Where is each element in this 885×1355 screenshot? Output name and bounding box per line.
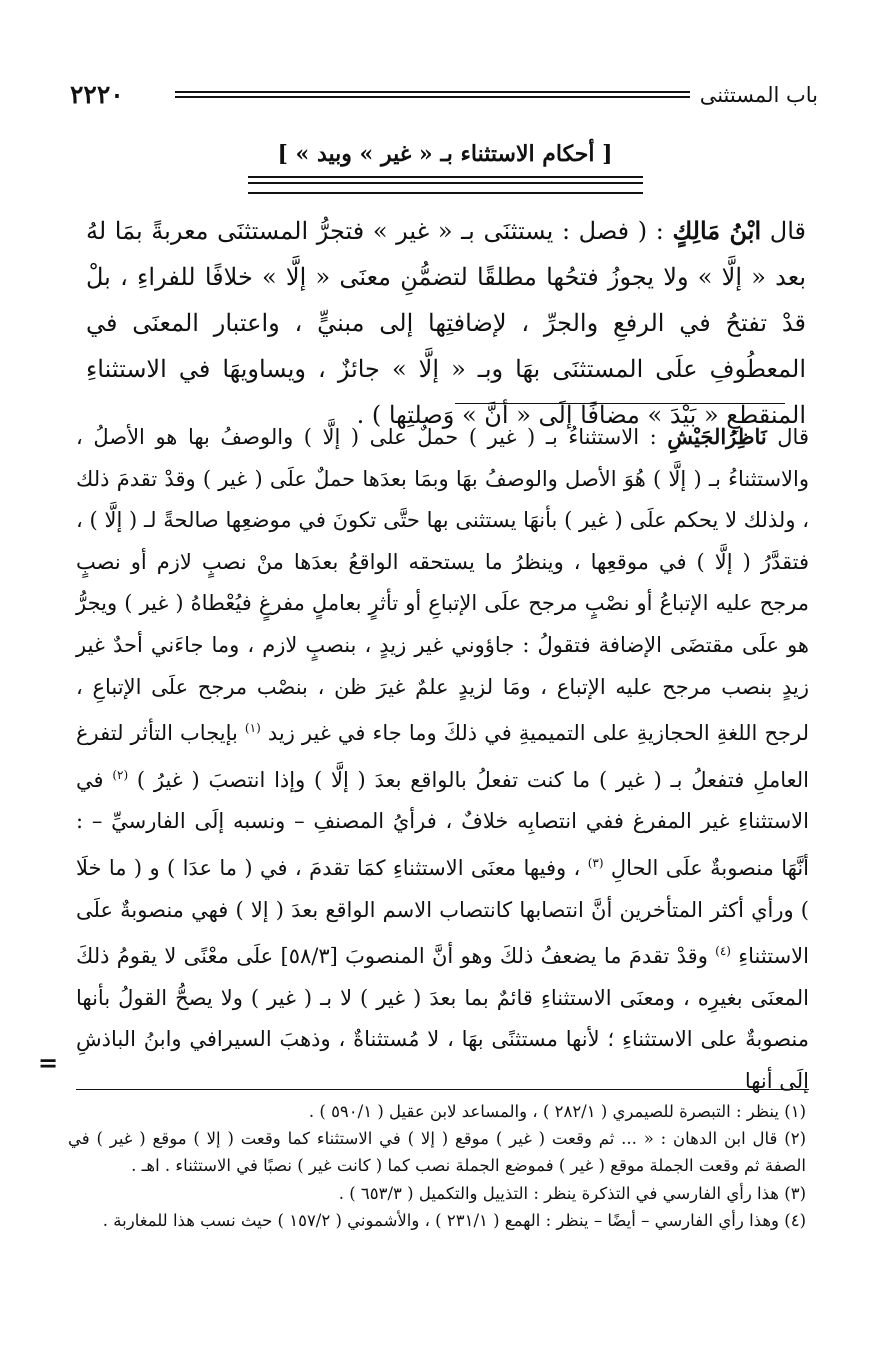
section-title: [ أحكام الاستثناء بـ « غير » وبيد » ] — [277, 141, 613, 167]
footnote-divider — [76, 1089, 809, 1090]
sharh-speaker: نَاظِرُالجَيْشِ — [667, 424, 767, 449]
footnote-1: (١) ينظر : التبصرة للصيمري ( ٢٨٢/١ ) ، والمساعد لابن عقيل ( ٥٩٠/١ ) . — [308, 1102, 806, 1121]
sharh-text-3: في الاستثناءِ غير المفرغ ففي انتصابِه خلافٌ ، فرأيُ المصنفِ – ونسبه إلَى الفارسيِّ – : أنَّهَا منصوبةٌ علَى الحالِ — [76, 767, 809, 880]
continuation-mark: = — [38, 1048, 59, 1077]
footnote-2: (٢) قال ابن الدهان : « ... ثم وقعت ( غير ) موقع ( إلا ) في الاستثناء كما وقعت ( إلا ) موقع ( غير ) في الصفة ثم وقعت الجملة موقع ( غير ) فموضع الجملة نصب كما ( كانت غير ) نصبًا في الاستثناء . اهـ . — [68, 1129, 806, 1176]
page-header — [70, 78, 818, 112]
sharh-paragraph — [76, 416, 809, 1103]
footnote-ref-4[interactable]: (٤) — [715, 944, 731, 959]
matn-text: : ( فصل : يستثنَى بـ « غير » فتجرُّ المستثنَى معربةً بمَا لهُ بعد « إلَّا » ولا يجوزُ فتحُها مطلقًا لتضمُّنِ معنَى « إلَّا » خلافًا للفراءِ ، بلْ قدْ تفتحُ في الرفعِ والجرِّ ، لإضافتِها إلى مبنيٍّ ، واعتبار المعنَى في المعطُوفِ علَى المستثنَى بهَا وبـ « إلَّا » جائزٌ ، ويساويهَا في الاستثناءِ المنقطعِ « بَيْدَ » مضافًا إلَى « أنَّ » وَصلتِها ) . — [86, 217, 806, 429]
sharh-text-2: بإيجاب التأثر لتفرغ العاملِ فتفعلُ بـ ( غير ) ما كنت تفعلُ بالواقع بعدَ ( إلَّا ) وإذا انتصبَ ( غيرُ ) — [76, 721, 809, 792]
footnote-ref-3[interactable]: (٣) — [587, 855, 604, 870]
page-number: ٢٢٢٠ — [70, 80, 124, 109]
footnotes — [68, 1098, 806, 1234]
footnote-4: (٤) وهذا رأي الفارسي – أيضًا – ينظر : الهمع ( ٢٣١/١ ) ، والأشموني ( ١٥٧/٢ ) حيث نسب هذا للمغاربة . — [102, 1210, 806, 1230]
footnote-ref-2[interactable]: (٢) — [112, 767, 129, 782]
title-triple-rule — [248, 176, 643, 194]
sharh-text-5: وقدْ تقدمَ ما يضعفُ ذلكَ وهو أنَّ المنصوبَ [٥٨/٣] علَى معْنًى لا يقومُ ذلكَ المعنَى بغيرِه ، ومعنَى الاستثناءِ قائمٌ بما بعدَ ( غير ) لا بـ ( غير ) ولا يصحُّ القولُ بأنها منصوبةٌ على الاستثناءِ ؛ لأنها مستثنًى بهَا ، لا مُستثناةٌ ، وذهبَ السيرافي وابنُ الباذشِ إلَى أنها — [76, 944, 809, 1093]
sharh-text-1: : الاستثناءُ بـ ( غير ) حملٌ على ( إلَّا ) والوصفُ بها هو الأصلُ ، والاستثناءُ بـ ( إلَّا ) هُوَ الأصل والوصفُ بهَا وبمَا بعدَها حملٌ علَى ( غير ) وقدْ تقدمَ ذلك ، ولذلك لا يحكم علَى ( غير ) بأنهَا يستثنى بها حتَّى تكونَ في موضعِها صالحةً لـ ( إلَّا ) ، فتقدَّرُ ( إلَّا ) في موقعِها ، وينظرُ ما يستحقه الواقعُ بعدَها منْ نصبٍ لازم أو نصبٍ مرجح عليه الإتباعُ أو نصْبٍ مرجح علَى الإتباعِ أو تأثرٍ بعاملٍ مفرغٍ فيُعْطاهُ ( غير ) ويجرُّ هو علَى مقتضَى الإضافة فتقولُ : جاؤوني غير زيدٍ ، بنصبٍ لازم ، وما جاءَني أحدٌ غير زيدٍ بنصب مرجح عليه الإتباع ، ومَا لزيدٍ علمٌ غيرَ ظن ، بنصْب مرجح علَى الإتباعِ ، لرجح اللغةِ الحجازيةِ على التميميةِ في ذلكَ وما جاء في غير زيد — [76, 425, 809, 746]
matn-speaker: ابْنُ مَالِكٍ — [672, 216, 762, 245]
sharh-intro: قال — [766, 425, 809, 449]
header-rule — [175, 91, 690, 98]
matn-intro: قال — [761, 217, 806, 245]
sharh-text-4: ، وفيها معنَى الاستثناءِ كمَا تقدمَ ، في ( ما عدَا ) و ( ما خلَا ) ورأي أكثر المتأخرين أنَّ انتصابها كانتصاب الاسم الواقع بعدَ ( إلا ) فهي منصوبةٌ علَى الاستثناءِ — [76, 855, 809, 969]
footnote-ref-1[interactable]: (١) — [244, 721, 261, 736]
chapter-title: باب المستثنى — [699, 83, 818, 107]
section-divider — [455, 403, 785, 404]
footnote-3: (٣) هذا رأي الفارسي في التذكرة ينظر : التذييل والتكميل ( ٦٥٣/٣ ) . — [338, 1183, 806, 1203]
